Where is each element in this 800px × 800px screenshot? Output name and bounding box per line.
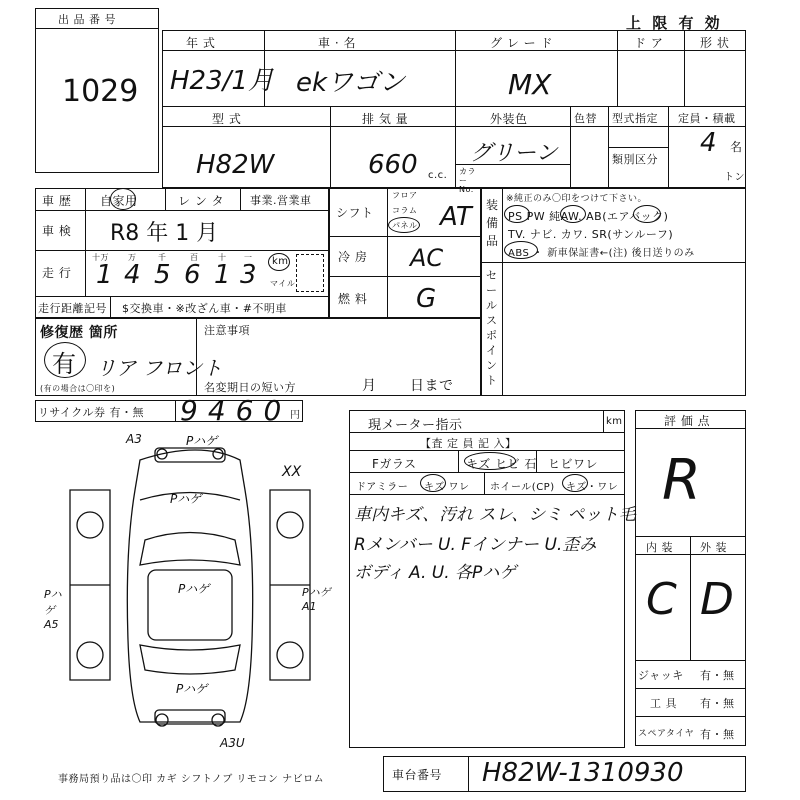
mileage-symbol-label: 走行距離記号 [38, 302, 107, 315]
exterior-value: D [700, 574, 734, 625]
capacity-label: 定員・積載 [678, 112, 736, 125]
inspection-label: 車 検 [42, 224, 72, 238]
lot-number-value: 1029 [62, 74, 139, 109]
fuel-label: 燃 料 [338, 292, 368, 306]
wheel-label: ホイール(CP) [490, 482, 555, 493]
digit-label-10: 十 [218, 253, 227, 262]
mile-unit: マイル [270, 279, 296, 288]
mirror-options: キズ ワレ [424, 482, 470, 493]
shift-value: AT [440, 202, 472, 232]
color-number-label: カラー No. [459, 167, 476, 194]
spare-options: 有・無 [700, 728, 735, 741]
mileage-digit: 3 [240, 260, 257, 290]
meter-label: 現メーター指示 [368, 418, 463, 433]
mileage-digit: 1 [96, 260, 113, 290]
capacity-value: 4 [700, 128, 717, 158]
exterior-label: 外 装 [700, 541, 727, 554]
history-private: 自家用 [100, 194, 138, 208]
diagram-mark: Pハゲ [178, 582, 210, 596]
chassis-label: 車台番号 [392, 768, 443, 782]
mileage-digit: 6 [184, 260, 201, 290]
exterior-color-label: 外装色 [490, 112, 528, 126]
capacity-unit: 名 [730, 140, 743, 154]
car-name-value: ekワゴン [296, 68, 406, 98]
corner-text: 上 限 有 効 [626, 14, 723, 32]
ton-unit: トン [724, 172, 745, 183]
meter-km: km [606, 416, 623, 427]
name-change-day: 日まで [410, 378, 454, 394]
repair-location: リア フロント [96, 356, 223, 380]
grade-value: MX [508, 68, 552, 101]
mileage-symbol-options: $交換車・※改ざん車・#不明車 [122, 302, 287, 315]
repair-note: (有の場合は〇印を) [40, 384, 116, 393]
inspector-note-1: 車内キズ、汚れ スレ、シミ ペット毛 [354, 505, 636, 525]
shift-column: コラム [392, 206, 418, 215]
model-value: H82W [196, 150, 275, 180]
tools-label: 工 具 [650, 697, 677, 710]
equipment-line-3: ABS ・ 新車保証書←(注) 後日送りのみ [508, 248, 695, 259]
diagram-mark: Pハゲ [170, 492, 202, 506]
shift-floor: フロア [392, 191, 418, 200]
displacement-value: 660 [368, 150, 418, 180]
glass-label: Fガラス [372, 457, 417, 471]
keys-note: 事務局預り品は〇印 カギ シフトノブ リモコン ナビロム [58, 774, 325, 785]
diagram-mark: Pハゲ [176, 682, 208, 696]
shape-label: 形 状 [700, 36, 730, 50]
inspector-note-2: Rメンバー U. Fインナー U.歪み [354, 535, 597, 555]
equipment-note: ※純正のみ〇印をつけて下さい。 [506, 194, 648, 204]
diagram-mark: A3 [126, 432, 142, 446]
sales-point-label: セールスポイント [486, 269, 498, 387]
shift-label: シフト [336, 206, 374, 220]
grade-label: グ レ ー ド [490, 36, 553, 50]
recycle-value: 9460 [180, 394, 292, 427]
tools-options: 有・無 [700, 697, 735, 710]
history-label: 車 歴 [42, 194, 72, 208]
digit-label-10k: 万 [128, 253, 137, 262]
inspection-value: R8 年 1 月 [110, 221, 219, 246]
spare-label: スペアタイヤ [638, 729, 695, 739]
yen-label: 円 [290, 410, 301, 421]
mileage-digit: 1 [214, 260, 231, 290]
class-label: 類別区分 [612, 153, 658, 166]
type-designation-label: 型式指定 [612, 112, 658, 125]
equipment-line-2: TV. ナビ. カワ. SR(サンルーフ) [508, 228, 674, 241]
diagram-mark: Pハゲ A5 [44, 588, 62, 631]
score-value: R [662, 448, 701, 513]
year-label: 年 式 [186, 36, 216, 50]
recycle-label: リサイクル券 有・無 [38, 406, 144, 419]
digit-label-1k: 千 [158, 253, 167, 262]
glass-options: キズ ヒビ 石 [466, 457, 537, 471]
history-business: 事業.営業車 [250, 194, 312, 207]
diagram-mark: Pハゲ A1 [302, 586, 331, 613]
year-value: H23/1月 [170, 66, 274, 96]
jack-options: 有・無 [700, 669, 735, 682]
diagram-mark: Pハゲ [186, 434, 218, 448]
door-label: ド ア [634, 36, 664, 50]
repair-label: 修復歴 箇所 [40, 325, 118, 341]
displacement-unit: c.c. [428, 170, 448, 181]
mirror-label: ドアミラー [356, 482, 409, 493]
inspector-note-3: ボディ A. U. 各Pハゲ [354, 563, 517, 583]
history-rental: レ ン タ [178, 194, 225, 208]
repair-circle-value: 有 [52, 350, 76, 378]
digit-label-100k: 十万 [92, 253, 109, 262]
inspector-section-label: 【査 定 員 記 入】 [420, 437, 517, 450]
fuel-value: G [416, 284, 437, 314]
digit-label-100: 百 [190, 253, 199, 262]
crack-label: ヒビワレ [548, 457, 599, 471]
mileage-digit: 5 [154, 260, 171, 290]
diagram-mark: XX [282, 464, 302, 480]
diagram-mark: A3U [220, 736, 245, 750]
km-unit: km [272, 256, 289, 267]
color-change-label: 色替 [574, 112, 597, 125]
wheel-options: キズ・ワレ [566, 482, 619, 493]
mileage-digit: 4 [124, 260, 141, 290]
caution-label: 注意事項 [204, 324, 250, 337]
digit-label-1: 一 [244, 253, 253, 262]
interior-label: 内 装 [646, 541, 673, 554]
score-label: 評 価 点 [664, 414, 711, 428]
equipment-line-1: PS PW 純AW. AB(エアバック) [508, 210, 669, 223]
name-change-month: 月 [362, 378, 377, 394]
exterior-color-value: グリーン [470, 141, 558, 166]
displacement-label: 排 気 量 [362, 112, 409, 126]
lot-number-label: 出 品 番 号 [58, 13, 116, 26]
car-name-label: 車 · 名 [318, 36, 356, 50]
shift-panel: パネル [392, 221, 418, 230]
mile-box [296, 254, 324, 292]
jack-label: ジャッキ [638, 669, 684, 682]
mileage-label: 走 行 [42, 266, 72, 280]
interior-value: C [646, 574, 677, 625]
ac-value: AC [410, 244, 444, 272]
ac-label: 冷 房 [338, 250, 368, 264]
name-change-label: 名変期日の短い方 [204, 381, 296, 394]
chassis-value: H82W-1310930 [482, 758, 684, 788]
equipment-side-label: 装 備 品 [486, 198, 499, 248]
model-label: 型 式 [212, 112, 242, 126]
